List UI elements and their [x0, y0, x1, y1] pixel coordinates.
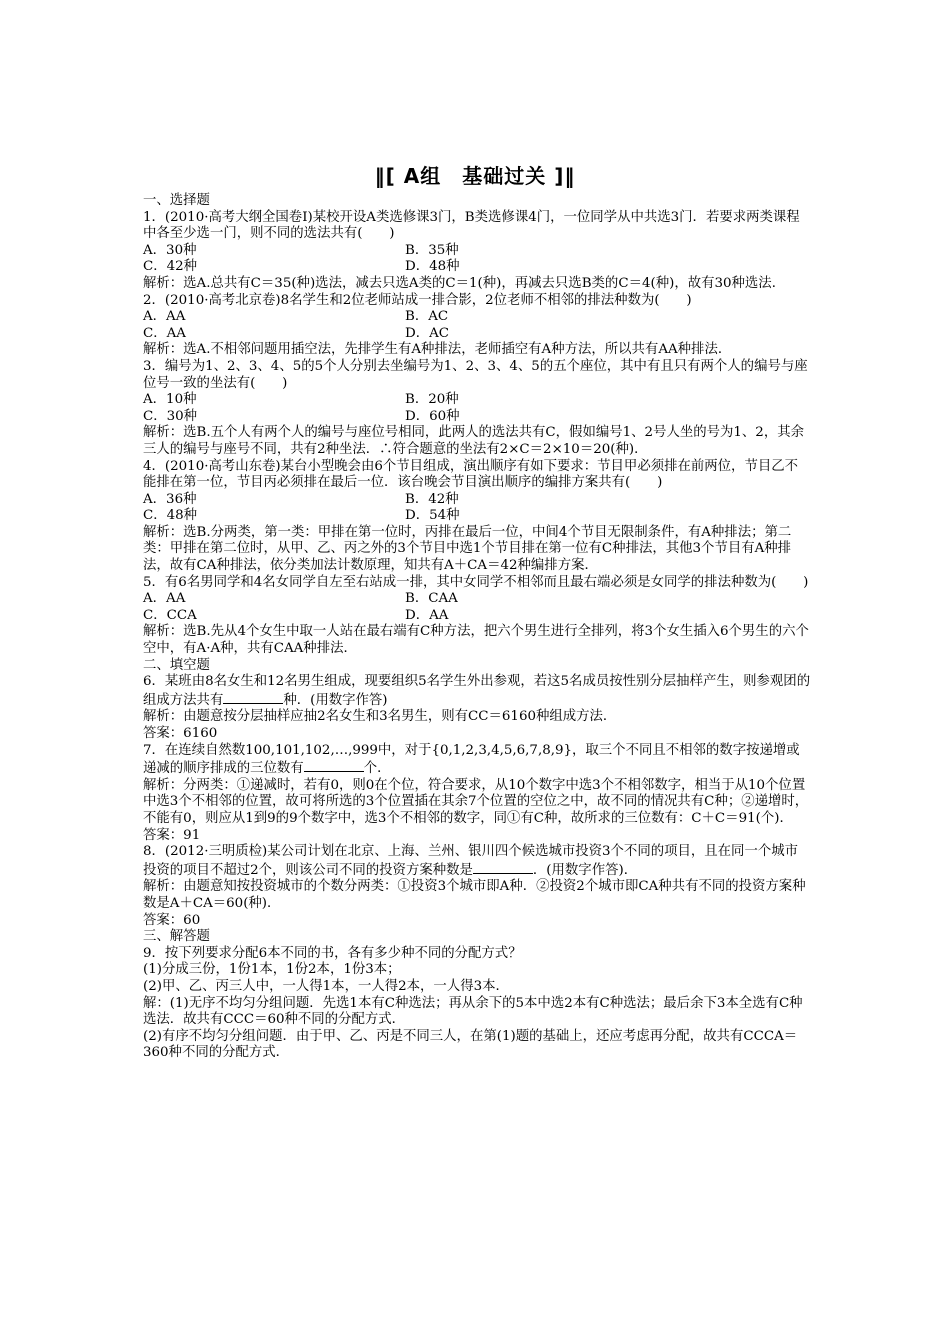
option-c: C．CCA: [143, 607, 197, 623]
option-b: B．CAA: [405, 591, 458, 607]
option-b: B．35种: [405, 242, 459, 258]
question-4: 4．(2010·高考山东卷)某台小型晚会由6个节目组成，演出顺序有如下要求：节目甲必须排在前两位，节目乙不能排在第一位，节目丙必须排在最后一位．该台晚会节目演出顺序的编排方案共有( ): [143, 458, 799, 491]
question-text: ．(用数字作答)．: [532, 862, 638, 878]
option-a: A．AA: [143, 309, 186, 325]
question-5: 5．有6名男同学和4名女同学自左至右站成一排，其中女同学不相邻而且最右端必须是女同学的排法种数为( ): [143, 574, 809, 590]
option-c: C．AA: [143, 325, 186, 341]
option-a: A．10种: [143, 392, 197, 408]
question-6: [143, 674, 811, 709]
question-2: 2．(2010·高考北京卷)8名学生和2位老师站成一排合影，2位老师不相邻的排法种数为( ): [143, 292, 692, 308]
section-heading: 一、选择题: [143, 193, 210, 208]
option-c: C．48种: [143, 508, 198, 524]
solution-9-part-1: 解：(1)无序不均匀分组问题．先选1本有C种选法；再从余下的5本中选2本有C种选法；最后余下3本全选有C种选法．故共有CCC＝60种不同的分配方式．: [143, 995, 803, 1028]
option-d: D．AC: [405, 325, 450, 341]
question-text: 7．在连续自然数100,101,102,…,999中，对于{0,1,2,3,4,5,6,7,8,9}，取三个不同且不相邻的数字按递增或递减的顺序排成的三位数有: [143, 742, 800, 777]
options-row: [143, 326, 811, 343]
answer-blank: [304, 759, 364, 772]
banner-title: A组 基础过关: [403, 164, 547, 188]
option-d: D．60种: [405, 408, 460, 424]
answer-7: 答案：91: [143, 827, 201, 843]
solution-4: 解析：选B.分两类，第一类：甲排在第一位时，丙排在最后一位，中间4个节目无限制条件，有A种排法；第二类：甲排在第二位时，从甲、乙、丙之外的3个节目中选1个节目排在第一位有C种排法，其他3个节目有A种排法，故有CA种排法，依分类加法计数原理，知共有A＋CA＝42种编排方案．: [143, 524, 792, 574]
question-text: 个．: [363, 761, 391, 777]
question-part: (1)分成三份，1份1本，1份2本，1份3本；: [143, 962, 401, 978]
options-row: [143, 243, 811, 260]
option-a: A．AA: [143, 591, 186, 607]
answer-6: 答案：6160: [143, 726, 218, 741]
solution-9-part-2: (2)有序不均匀分组问题．由于甲、乙、丙是不同三人，在第(1)题的基础上，还应考虑再分配，故共有CCCA＝360种不同的分配方式．: [143, 1028, 798, 1061]
question-1: 1．(2010·高考大纲全国卷Ⅰ)某校开设A类选修课3门，B类选修课4门，一位同学从中共选3门．若要求两类课程中各至少选一门，则不同的选法共有( ): [143, 209, 800, 242]
option-b: B．42种: [405, 491, 459, 507]
options-row: [143, 492, 811, 509]
section-heading: 三、解答题: [143, 929, 210, 945]
answer-blank: [223, 691, 283, 704]
bracket-left-icon: ‖[: [374, 164, 396, 188]
options-row: [143, 608, 811, 625]
option-d: D．AA: [405, 607, 449, 623]
section-heading: 二、填空题: [143, 657, 210, 673]
option-d: D．48种: [405, 259, 460, 275]
solution-3: 解析：选B.五个人有两个人的编号与座位号相同，此两人的选法共有C，假如编号1、2号人坐的号为1、2，其余三人的编号与座号不同，共有2种坐法．∴符合题意的坐法有2×C＝2×10＝20(种)．: [143, 425, 804, 457]
options-row: [143, 259, 811, 276]
question-9: 9．按下列要求分配6本不同的书，各有多少种不同的分配方式？: [143, 945, 522, 961]
options-row: [143, 409, 811, 426]
option-b: B．20种: [405, 392, 459, 408]
options-row: [143, 508, 811, 525]
solution-5: 解析：选B.先从4个女生中取一人站在最右端有C种方法，把六个男生进行全排列，将3个女生插入6个男生的六个空中，有A·A种，共有CAA种排法．: [143, 624, 809, 657]
option-c: C．42种: [143, 259, 198, 275]
options-row: [143, 309, 811, 326]
document-body: [143, 193, 811, 1062]
question-7: [143, 743, 811, 778]
section-banner: [0, 160, 950, 189]
answer-8: 答案：60: [143, 912, 201, 928]
option-c: C．30种: [143, 408, 198, 424]
options-row: [143, 591, 811, 608]
bracket-right-icon: ]‖: [554, 164, 576, 188]
question-text: 8．(2012·三明质检)某公司计划在北京、上海、兰州、银川四个候选城市投资3个不同的项目，且在同一个城市投资的项目不超过2个，则该公司不同的投资方案种数是: [143, 844, 799, 878]
answer-blank: [473, 861, 533, 874]
question-3: 3．编号为1、2、3、4、5的5个人分别去坐编号为1、2、3、4、5的五个座位，其中有且只有两个人的编号与座位号一致的坐法有( ): [143, 358, 808, 391]
option-a: A．30种: [143, 242, 197, 258]
options-row: [143, 392, 811, 409]
solution-2: 解析：选A.不相邻问题用插空法，先排学生有A种排法，老师插空有A种方法，所以共有AA种排法．: [143, 342, 732, 358]
solution-8: 解析：由题意知按投资城市的个数分两类：①投资3个城市即A种．②投资2个城市即CA种共有不同的投资方案种数是A＋CA＝60(种)．: [143, 879, 806, 911]
question-part: (2)甲、乙、丙三人中，一人得1本，一人得2本，一人得3本．: [143, 978, 509, 994]
option-d: D．54种: [405, 508, 460, 524]
question-text: 种．(用数字作答): [283, 692, 388, 708]
question-8: [143, 844, 811, 879]
solution-6: 解析：由题意按分层抽样应抽2名女生和3名男生，则有CC＝6160种组成方法．: [143, 709, 617, 725]
solution-7: 解析：分两类：①递减时，若有0，则0在个位，符合要求，从10个数字中选3个不相邻数字，相当于从10个位置中选3个不相邻的位置，故可将所选的3个位置插在其余7个位置的空位之中，故不同的情况共有C种；②递增时，不能有0，则应从1到9的9个数字中，选3个不相邻的数字，同①有C种，故所求的三位数有：C＋C＝91(个)．: [143, 777, 809, 826]
option-b: B．AC: [405, 309, 449, 325]
option-a: A．36种: [143, 491, 197, 507]
question-text: 6．某班由8名女生和12名男生组成，现要组织5名学生外出参观，若这5名成员按性别分层抽样产生，则参观团的组成方法共有: [143, 674, 811, 708]
solution-1: 解析：选A.总共有C＝35(种)选法，减去只选A类的C＝1(种)，再减去只选B类的C＝4(种)，故有30种选法．: [143, 275, 786, 291]
